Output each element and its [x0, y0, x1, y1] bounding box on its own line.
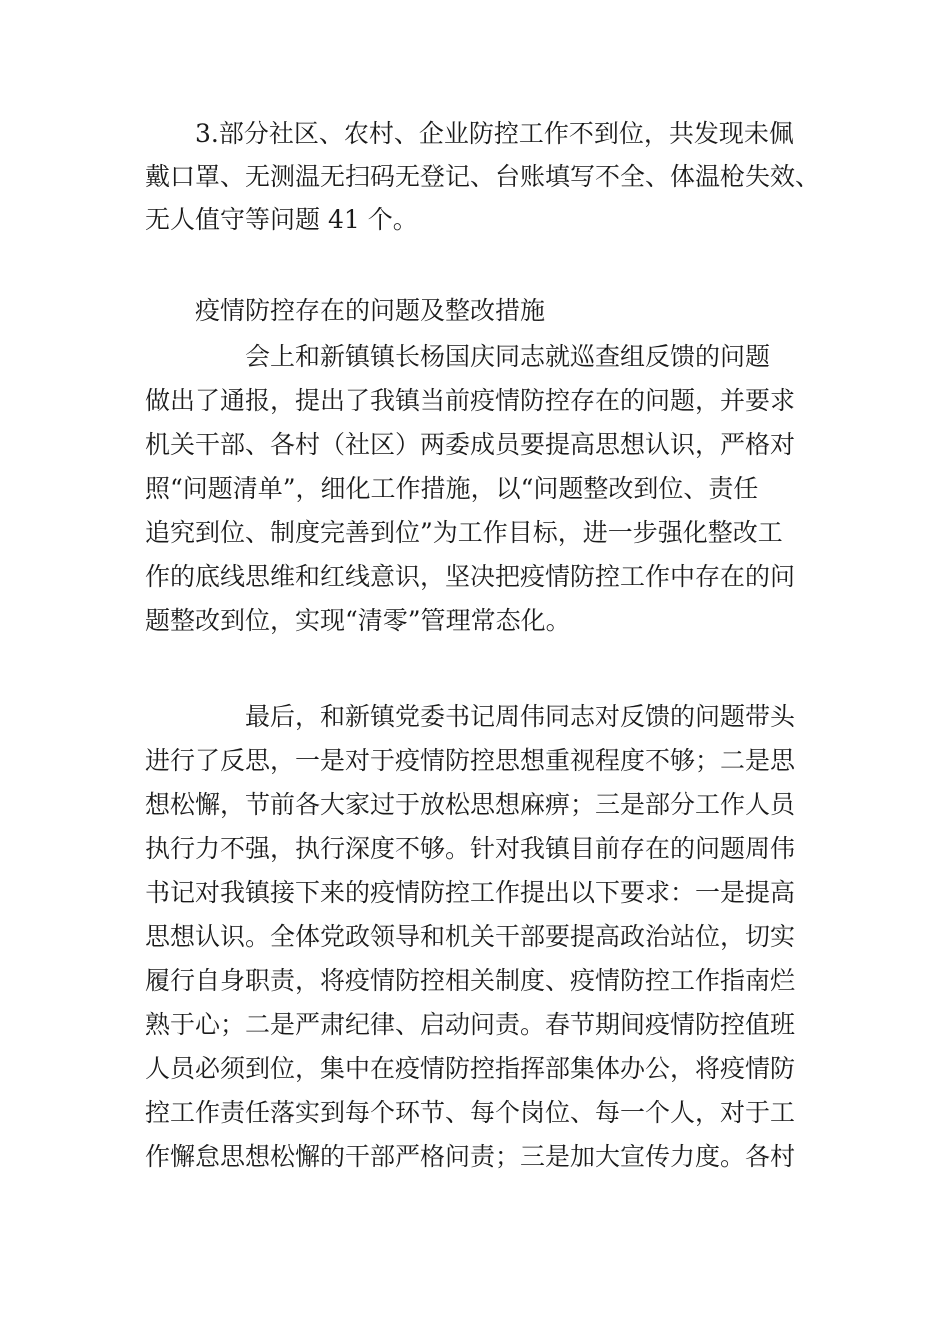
paragraph-2-line-6: 作的底线思维和红线意识，坚决把疫情防控工作中存在的问 — [145, 562, 796, 591]
paragraph-3-line-3: 想松懈，节前各大家过于放松思想麻痹；三是部分工作人员 — [145, 790, 796, 819]
paragraph-1-line-1: 3.部分社区、农村、企业防控工作不到位，共发现未佩 — [195, 119, 794, 148]
paragraph-2-line-3: 机关干部、各村（社区）两委成员要提高思想认识，严格对 — [145, 430, 796, 459]
paragraph-3-line-7: 履行自身职责，将疫情防控相关制度、疫情防控工作指南烂 — [145, 966, 796, 995]
paragraph-3-line-8: 熟于心；二是严肃纪律、启动问责。春节期间疫情防控值班 — [145, 1010, 796, 1039]
paragraph-2-line-2: 做出了通报，提出了我镇当前疫情防控存在的问题，并要求 — [145, 386, 796, 415]
paragraph-3-line-9: 人员必须到位，集中在疫情防控指挥部集体办公，将疫情防 — [145, 1054, 796, 1083]
paragraph-2-line-4: 照“问题清单”，细化工作措施，以“问题整改到位、责任 — [145, 474, 759, 503]
paragraph-3-line-1: 最后，和新镇党委书记周伟同志对反馈的问题带头 — [245, 702, 796, 731]
paragraph-3-line-6: 思想认识。全体党政领导和机关干部要提高政治站位，切实 — [145, 922, 796, 951]
paragraph-3-line-11: 作懈怠思想松懈的干部严格问责；三是加大宣传力度。各村 — [145, 1142, 796, 1171]
paragraph-3-line-4: 执行力不强，执行深度不够。针对我镇目前存在的问题周伟 — [145, 834, 796, 863]
paragraph-1-line-3: 无人值守等问题 41 个。 — [145, 205, 418, 234]
section-heading: 疫情防控存在的问题及整改措施 — [195, 296, 546, 325]
paragraph-1-line-2: 戴口罩、无测温无扫码无登记、台账填写不全、体温枪失效、 — [145, 162, 821, 191]
paragraph-2-line-5: 追究到位、制度完善到位”为工作目标，进一步强化整改工 — [145, 518, 783, 547]
paragraph-3-line-5: 书记对我镇接下来的疫情防控工作提出以下要求：一是提高 — [145, 878, 796, 907]
paragraph-3-line-10: 控工作责任落实到每个环节、每个岗位、每一个人，对于工 — [145, 1098, 796, 1127]
paragraph-2-line-1: 会上和新镇镇长杨国庆同志就巡查组反馈的问题 — [245, 342, 771, 371]
paragraph-3-line-2: 进行了反思，一是对于疫情防控思想重视程度不够；二是思 — [145, 746, 796, 775]
paragraph-2-line-7: 题整改到位，实现“清零”管理常态化。 — [145, 606, 571, 635]
